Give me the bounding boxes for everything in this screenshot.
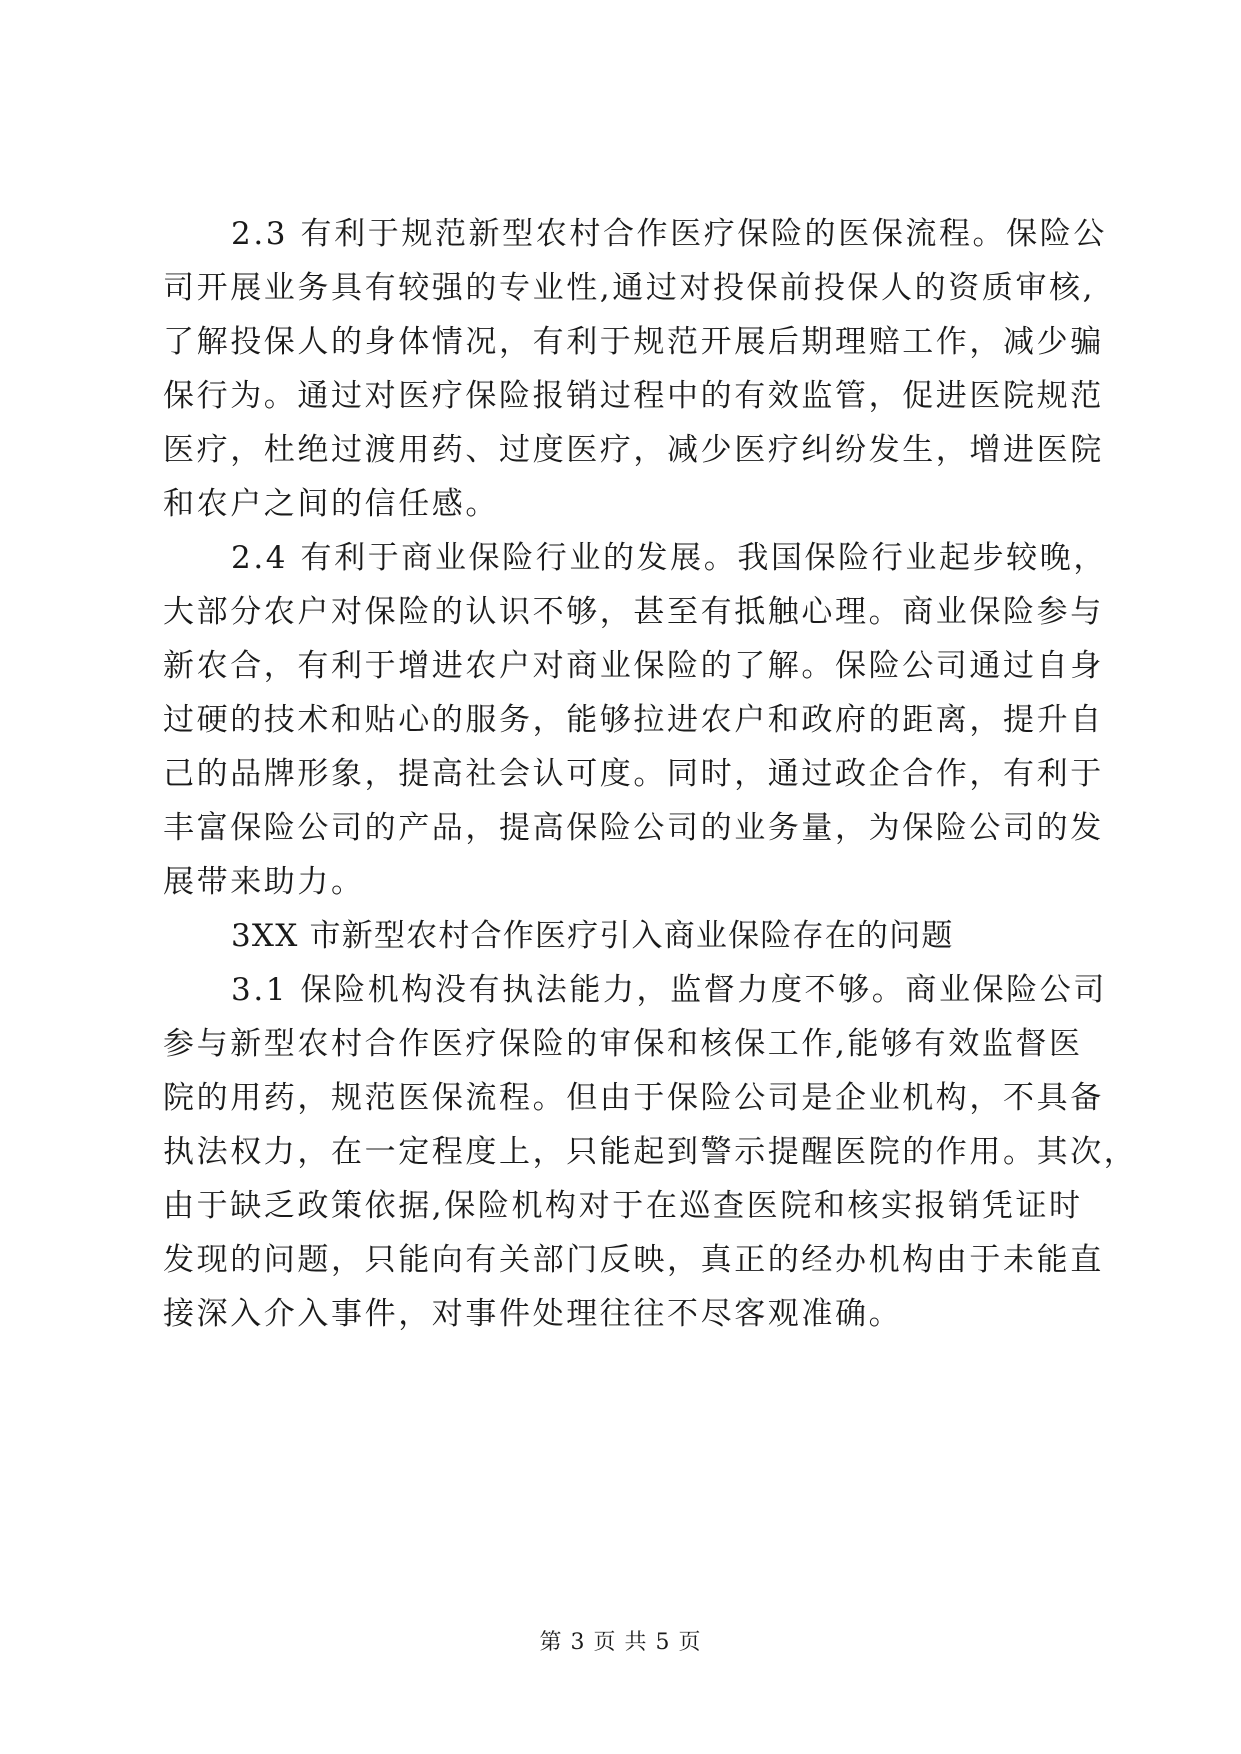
paragraph-line: 保行为。通过对医疗保险报销过程中的有效监管，促进医院规范 bbox=[163, 378, 1104, 414]
paragraph-line: 2.4 有利于商业保险行业的发展。我国保险行业起步较晚， bbox=[231, 540, 1107, 576]
paragraph-line: 了解投保人的身体情况，有利于规范开展后期理赔工作，减少骗 bbox=[163, 324, 1104, 360]
paragraph-line: 己的品牌形象，提高社会认可度。同时，通过政企合作，有利于 bbox=[163, 756, 1104, 792]
paragraph-line: 3.1 保险机构没有执法能力，监督力度不够。商业保险公司 bbox=[231, 972, 1107, 1008]
paragraph-line: 接深入介入事件，对事件处理往往不尽客观准确。 bbox=[163, 1296, 903, 1332]
paragraph-line: 院的用药，规范医保流程。但由于保险公司是企业机构，不具备 bbox=[163, 1080, 1104, 1116]
paragraph-line: 执法权力，在一定程度上，只能起到警示提醒医院的作用。其次， bbox=[163, 1134, 1138, 1170]
paragraph-line: 展带来助力。 bbox=[163, 864, 365, 900]
paragraph-line: 司开展业务具有较强的专业性,通过对投保前投保人的资质审核, bbox=[163, 270, 1096, 306]
page-number-footer: 第 3 页 共 5 页 bbox=[539, 1630, 702, 1655]
paragraph-line: 参与新型农村合作医疗保险的审保和核保工作,能够有效监督医 bbox=[163, 1026, 1083, 1062]
paragraph-line: 和农户之间的信任感。 bbox=[163, 486, 499, 522]
paragraph-line: 新农合，有利于增进农户对商业保险的了解。保险公司通过自身 bbox=[163, 648, 1104, 684]
paragraph-line: 过硬的技术和贴心的服务，能够拉进农户和政府的距离，提升自 bbox=[163, 702, 1104, 738]
paragraph-line: 由于缺乏政策依据,保险机构对于在巡查医院和核实报销凭证时 bbox=[163, 1188, 1083, 1224]
paragraph-line: 发现的问题，只能向有关部门反映，真正的经办机构由于未能直 bbox=[163, 1242, 1104, 1278]
paragraph-line: 2.3 有利于规范新型农村合作医疗保险的医保流程。保险公 bbox=[231, 216, 1107, 252]
section-heading: 3XX 市新型农村合作医疗引入商业保险存在的问题 bbox=[231, 918, 954, 954]
paragraph-line: 医疗，杜绝过渡用药、过度医疗，减少医疗纠纷发生，增进医院 bbox=[163, 432, 1104, 468]
paragraph-line: 丰富保险公司的产品，提高保险公司的业务量，为保险公司的发 bbox=[163, 810, 1104, 846]
paragraph-line: 大部分农户对保险的认识不够，甚至有抵触心理。商业保险参与 bbox=[163, 594, 1104, 630]
